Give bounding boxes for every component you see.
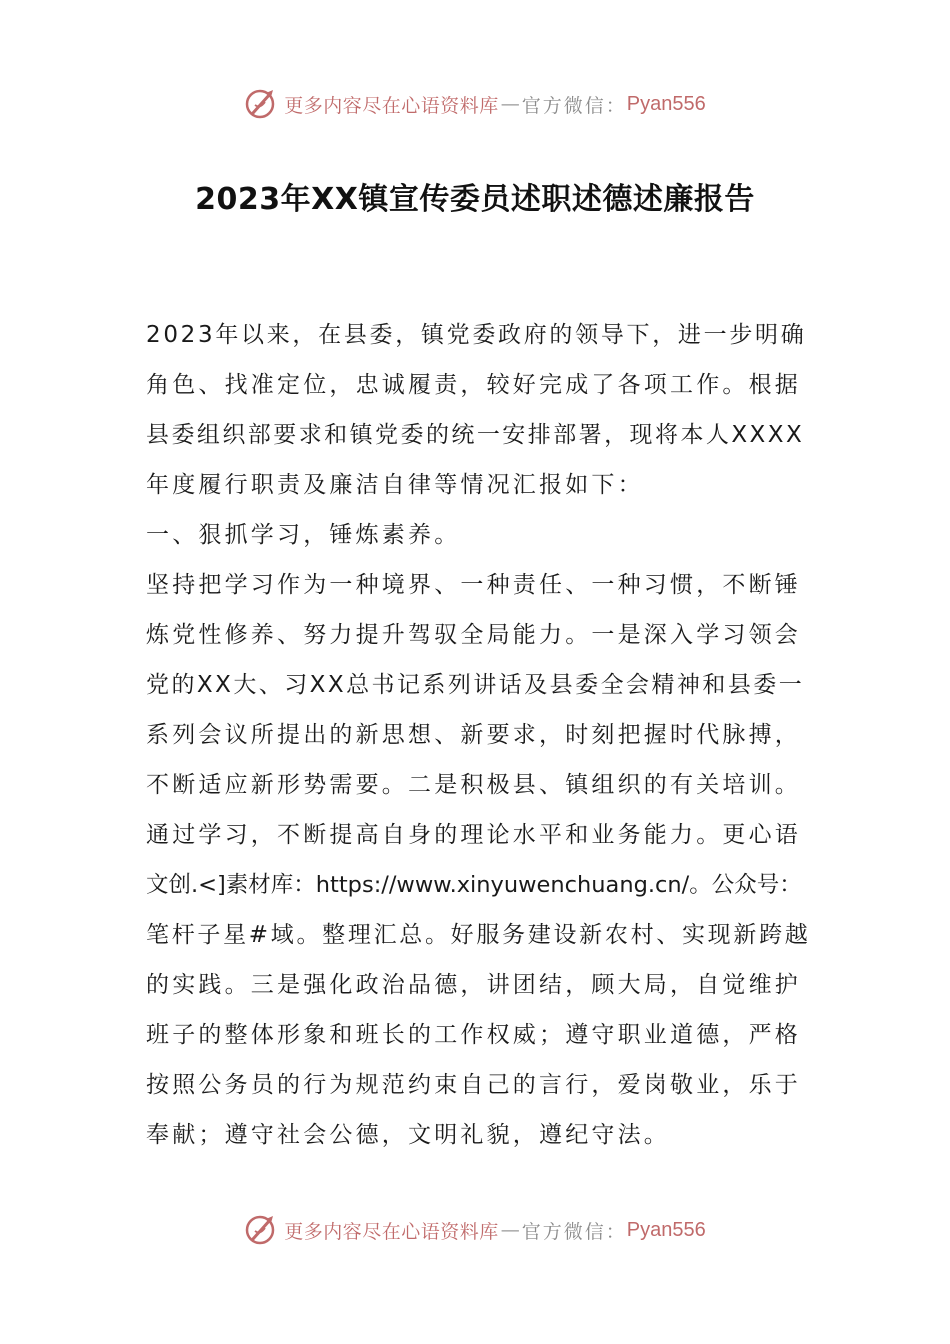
banner-wechat-id: Pyan556 — [626, 1218, 706, 1241]
body-line: 坚持把学习作为一种境界、一种责任、一种习惯，不断锤 — [146, 572, 801, 598]
header-watermark-banner — [0, 84, 950, 124]
footer-watermark-banner — [0, 1210, 950, 1250]
pen-logo-icon — [244, 1213, 278, 1247]
body-line: 角色、找准定位，忠诚履责，较好完成了各项工作。根据 — [146, 372, 801, 398]
body-line-url: 文创.<]素材库：https://www.xinyuwenchuang.cn/。公众号： — [146, 872, 802, 898]
body-line: 2023年以来，在县委，镇党委政府的领导下，进一步明确 — [146, 322, 807, 348]
banner-text: 更多内容尽在心语资料库 — [284, 94, 499, 117]
banner-wechat-id: Pyan556 — [626, 92, 706, 115]
banner-wechat-label: 官方微信： — [521, 1220, 627, 1243]
body-line: 笔杆子星#域。整理汇总。好服务建设新农村、实现新跨越 — [146, 922, 811, 948]
body-line: 奉献；遵守社会公德，文明礼貌，遵纪守法。 — [146, 1122, 670, 1148]
body-line: 党的XX大、习XX总书记系列讲话及县委全会精神和县委一 — [146, 672, 805, 698]
pen-logo-icon — [244, 87, 278, 121]
body-line: 按照公务员的行为规范约束自己的言行，爱岗敬业，乐于 — [146, 1072, 801, 1098]
banner-wechat-label: 官方微信： — [521, 94, 627, 117]
body-line: 的实践。三是强化政治品德，讲团结，顾大局，自觉维护 — [146, 972, 801, 998]
body-line: 班子的整体形象和班长的工作权威；遵守职业道德，严格 — [146, 1022, 801, 1048]
body-line: 县委组织部要求和镇党委的统一安排部署，现将本人XXXX — [146, 422, 805, 448]
body-line: 炼党性修养、努力提升驾驭全局能力。一是深入学习领会 — [146, 622, 801, 648]
body-line: 年度履行职责及廉洁自律等情况汇报如下： — [146, 472, 644, 498]
body-line: 不断适应新形势需要。二是积极县、镇组织的有关培训。 — [146, 772, 801, 798]
body-line: 通过学习，不断提高自身的理论水平和业务能力。更心语 — [146, 822, 801, 848]
document-title: 2023年XX镇宣传委员述职述德述廉报告 — [195, 182, 755, 217]
section-heading: 一、狠抓学习，锤炼素养。 — [146, 522, 461, 548]
banner-separator: — — [500, 93, 520, 115]
banner-text: 更多内容尽在心语资料库 — [284, 1220, 499, 1243]
document-body — [146, 310, 810, 1160]
banner-separator: — — [500, 1219, 520, 1241]
body-line: 系列会议所提出的新思想、新要求，时刻把握时代脉搏， — [146, 722, 801, 748]
